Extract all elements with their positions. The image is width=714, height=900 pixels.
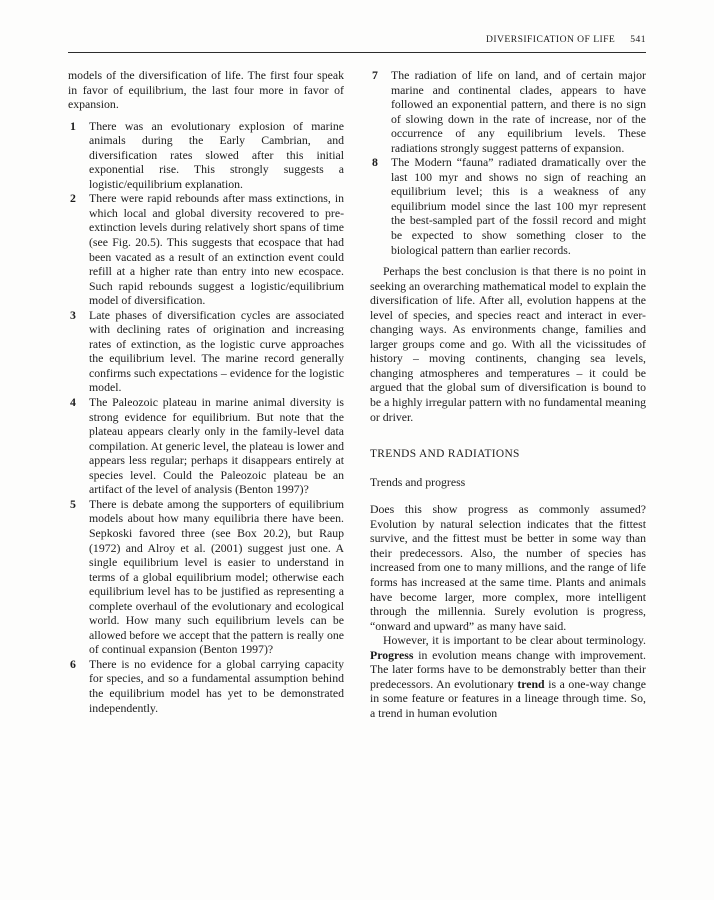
list-item <box>370 68 646 155</box>
item-number: 3 <box>70 307 76 322</box>
terminology-text-2: in evolution means change with improvement. The later forms have to be demonstrably better than their predecessors. An evolutionary <box>370 647 646 691</box>
item-number: 8 <box>372 155 378 170</box>
item-text: There was an evolutionary explosion of marine animals during the Early Cambrian, and diversification rates slowed after this initial exponential rise. This strongly suggests a logistic/equilibrium explanation. <box>89 118 344 191</box>
section-heading: TRENDS AND RADIATIONS <box>370 448 520 461</box>
paragraph-conclusion: Perhaps the best conclusion is that there is no point in seeking an overarching mathematical model to explain the diversification of life. After all, evolution happens at the level of species, and species react and interact in ever-changing ways. As environments change, families and larger groups come and go. With all the vicissitudes of history – moving continents, changing sea levels, changing atmospheres and temperatures – it could be argued that the global sum of diversification is bound to be a highly irregular pattern with no fundamental meaning or driver. <box>370 264 646 424</box>
list-item <box>68 308 344 395</box>
item-text: Late phases of diversification cycles are associated with declining rates of origination and increasing rates of extinction, as the logistic curve approaches the equilibrium level. The marine record generally confirms such expectations – evidence for the logistic model. <box>89 307 344 395</box>
list-item <box>68 497 344 657</box>
item-text: There were rapid rebounds after mass extinctions, in which local and global diversity recovered to pre-extinction levels during relatively short spans of time (see Fig. 20.5). This suggests that ecospace that had been vacated as a result of an extinction event could refill at a higher rate than entry into new ecospace. Such rapid rebounds suggest a logistic/equilibrium model of diversification. <box>89 191 344 308</box>
page-number: 541 <box>630 34 646 45</box>
terminology-text-3: is a one-way change in some feature or features in a lineage through time. So, a trend in human evolution <box>370 676 647 720</box>
paragraph-terminology <box>370 633 646 720</box>
item-text: There is debate among the supporters of equilibrium models about how many equilibria there have been. Sepkoski favored three (see Box 20.2), but Raup (1972) and Alroy et al. (2001) suggest just one. A single equilibrium level is easier to understand in terms of a global equilibrium model; otherwise each equilibrium level has to be justified as representing a complete overhaul of the evolutionary and ecological world. How many such equilibrium levels can be allowed before we accept that the pattern is really one of continual expansion (Benton 1997)? <box>89 496 344 657</box>
term-trend: trend <box>517 676 545 691</box>
item-text: The radiation of life on land, and of certain major marine and continental clades, appears to have followed an exponential pattern, and there is no sign of slowing down in the rate of increase, nor of the occurrence of any equilibrium levels. These radiations strongly suggest patterns of expansion. <box>391 68 646 155</box>
list-item <box>370 155 646 257</box>
paragraph-progress: Does this show progress as commonly assumed? Evolution by natural selection indicates that the fittest survive, and the fittest must be better in some way than their predecessors. Also, the number of species has increased from one to many millions, and the range of life forms has increased at the same time. Plants and animals have become larger, more complex, more intelligent through the millennia. Surely evolution is progress, “onward and upward” as many have said. <box>370 502 646 633</box>
two-column-layout <box>68 68 646 720</box>
item-number: 2 <box>70 191 76 206</box>
item-number: 5 <box>70 496 76 511</box>
item-number: 6 <box>70 656 76 671</box>
left-column <box>68 68 344 720</box>
page-header <box>68 34 646 52</box>
list-item <box>68 657 344 715</box>
numbered-list-left <box>68 119 344 715</box>
subsection-heading: Trends and progress <box>370 474 466 489</box>
header-rule <box>68 52 646 53</box>
running-title: DIVERSIFICATION OF LIFE <box>486 34 616 45</box>
numbered-list-right <box>370 68 646 257</box>
item-text: There is no evidence for a global carrying capacity for species, and so a fundamental assumption behind the equilibrium model has yet to be demonstrated independently. <box>89 656 344 715</box>
item-number: 4 <box>70 395 76 410</box>
term-progress: Progress <box>370 647 414 662</box>
list-item <box>68 395 344 497</box>
item-text: The Paleozoic plateau in marine animal diversity is strong evidence for equilibrium. But note that the plateau appears clearly only in the family-level data compilation. At generic level, the plateau is lower and appears less regular; perhaps it disappears entirely at species level. Could the Paleozoic plateau be an artifact of the level of analysis (Benton 1997)? <box>89 395 344 497</box>
item-number: 1 <box>70 118 76 133</box>
item-number: 7 <box>372 68 378 82</box>
terminology-text-1: However, it is important to be clear about terminology. <box>383 633 646 648</box>
item-text: The Modern “fauna” radiated dramatically over the last 100 myr and shows no sign of reaching an equilibrium level; this is a weakness of any equilibrium model since the last 100 myr represent the best-sampled part of the fossil record and might be expected to show something closer to the biological pattern than earlier records. <box>391 155 646 257</box>
list-item <box>68 191 344 307</box>
paragraph-intro: models of the diversification of life. The first four speak in favor of equilibrium, the last four more in favor of expansion. <box>68 68 344 112</box>
list-item <box>68 119 344 192</box>
right-column <box>370 68 646 720</box>
